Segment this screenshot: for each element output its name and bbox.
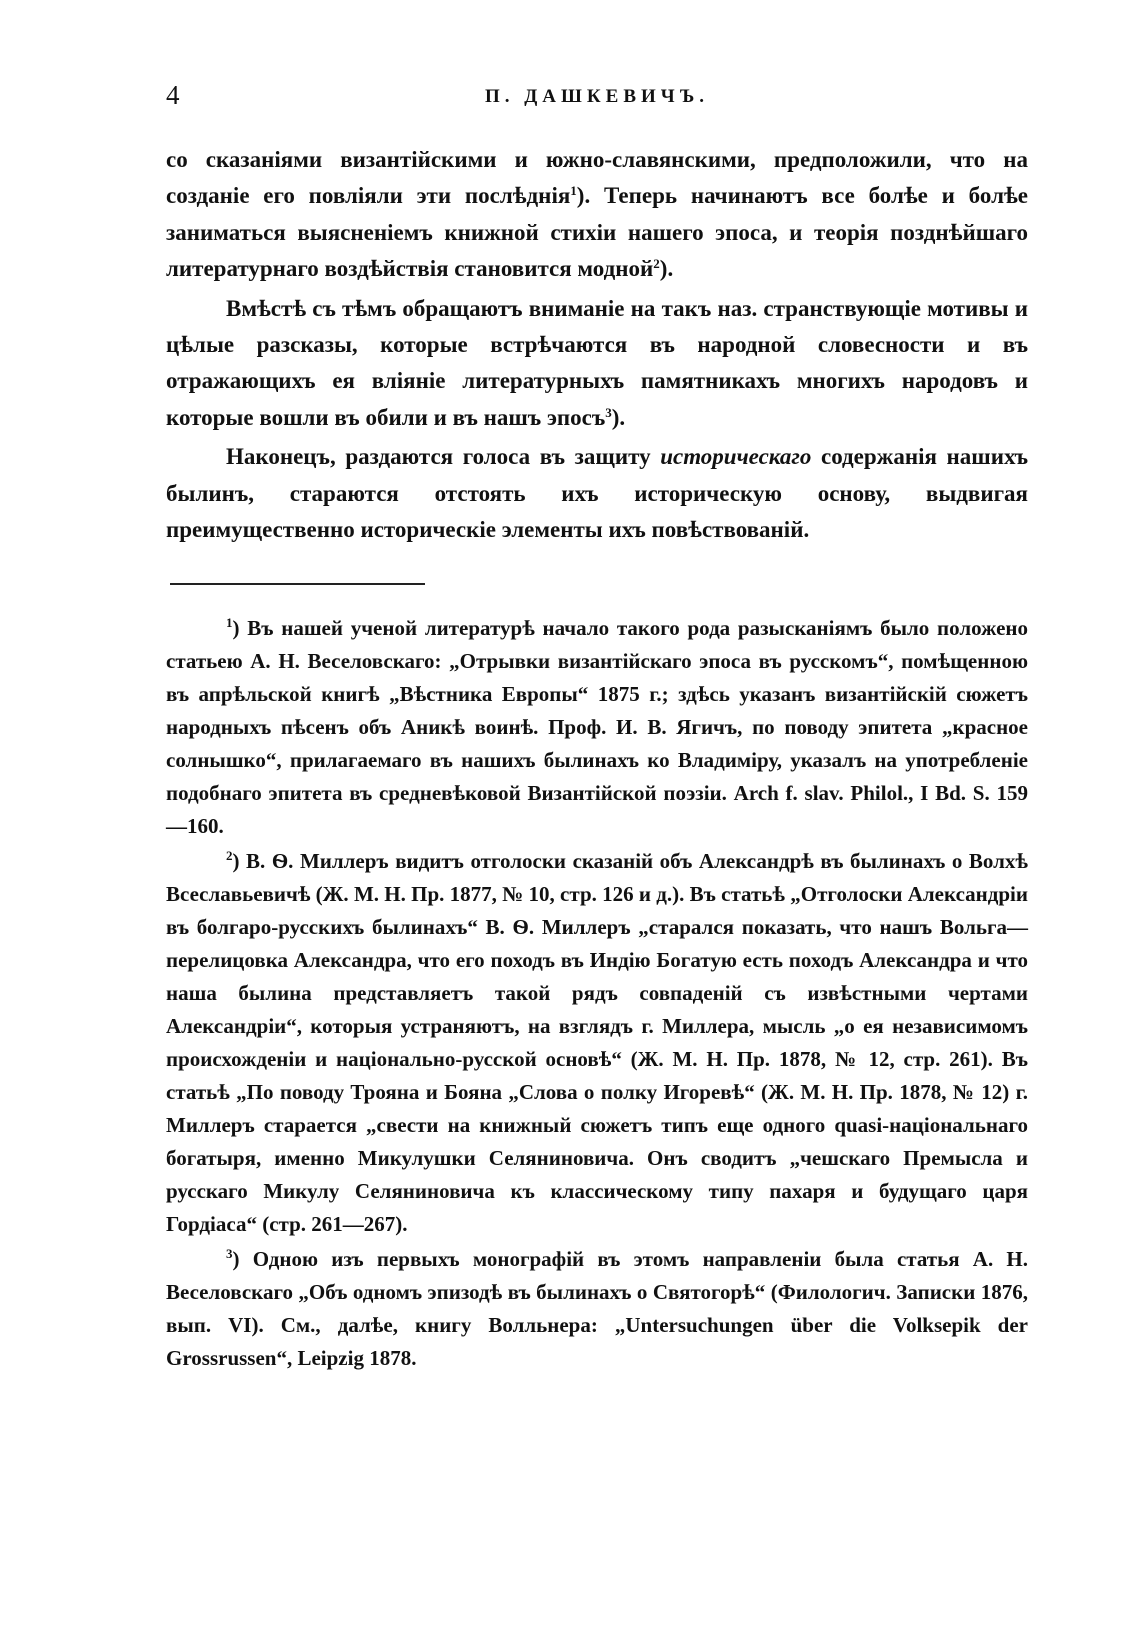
footnote-ref-1: 1 (570, 183, 577, 199)
footnote-2-text: ) В. Ѳ. Миллеръ видитъ отголоски сказаній объ Александрѣ въ былинахъ о Волхѣ Всеславьевичѣ (Ж. М. Н. Пр. 1877, № 10, стр. 126 и д.). Въ статьѣ „Отголоски Александріи въ болгаро-русскихъ былинахъ“ В. Ѳ. Миллеръ „старался показать, что нашъ Вольга—перелицовка Александра, что его походъ въ Индію Богатую есть походъ Александра и что наша былина представляетъ такой рядъ совпаденій съ извѣстными чертами Александріи“, которыя устраняютъ, на взглядъ г. Миллера, мысль „о ея независимомъ происхожденіи и національно-русской основѣ“ (Ж. М. Н. Пр. 1878, № 12, стр. 261). Въ статьѣ „По поводу Трояна и Бояна „Слова о полку Игоревѣ“ (Ж. М. Н. Пр. 1878, № 12) г. Миллеръ старается „свести на книжный сюжетъ типъ еще одного quasi-національнаго богатыря, именно Микулушки Селяниновича. Онъ сводитъ „чешскаго Премысла и русскаго Микулу Селяниновича къ классическому типу пахаря и будущаго царя Гордіаса“ (стр. 261—267). (166, 849, 1028, 1236)
running-head: П. ДАШКЕВИЧЪ. (484, 86, 710, 107)
page-number: 4 (166, 80, 180, 110)
paragraph-3-italic-word: историческаго (660, 444, 812, 470)
footnote-ref-3: 3 (605, 404, 612, 420)
paragraph-3-text-a: Наконецъ, раздаются голоса въ защиту (226, 444, 651, 470)
paragraph-2 (166, 291, 1028, 437)
main-text (166, 142, 1028, 548)
footnote-1-mark: 1 (226, 615, 233, 630)
footnote-divider (170, 583, 425, 585)
paragraph-2-text-b: ). (611, 404, 626, 430)
paragraph-1-text-a: со сказаніями византійскими и южно-славянскими, предположили, что на созданіе его повліяли эти послѣднія (166, 147, 1028, 209)
paragraph-3 (166, 439, 1028, 548)
footnote-3-mark: 3 (226, 1246, 233, 1261)
paragraph-1-text-b: ). Теперь начинаютъ все болѣе и болѣе заниматься выясненіемъ книжной стихіи нашего эпоса, и теорія позднѣйшаго литературнаго воздѣйствія становится модной (166, 183, 1028, 282)
footnote-1-text: ) Въ нашей ученой литературѣ начало такого рода разысканіямъ было положено статьею А. Н. Веселовскаго: „Отрывки византійскаго эпоса въ русскомъ“, помѣщенною въ апрѣльской книгѣ „Вѣстника Европы“ 1875 г.; здѣсь указанъ византійскій сюжетъ народныхъ пѣсенъ объ Аникѣ воинѣ. Проф. И. В. Ягичъ, по поводу эпитета „красное солнышко“, прилагаемаго въ нашихъ былинахъ ко Владиміру, указалъ на употребленіе подобнаго эпитета въ средневѣковой Византійской поэзіи. Arch f. slav. Philol., I Bd. S. 159—160. (166, 616, 1028, 838)
footnote-1 (166, 612, 1028, 843)
footnote-3 (166, 1243, 1028, 1375)
paragraph-1 (166, 142, 1028, 288)
paragraph-2-text-a: Вмѣстѣ съ тѣмъ обращаютъ вниманіе на такъ наз. странствующіе мотивы и цѣлые разсказы, которые встрѣчаются въ народной словесности и въ отражающихъ ея вліяніе литературныхъ памятникахъ многихъ народовъ и которые вошли въ обили и въ нашъ эпосъ (166, 295, 1028, 430)
paragraph-1-text-c: ). (659, 256, 674, 282)
footnotes (166, 612, 1028, 1375)
footnote-2-mark: 2 (226, 848, 233, 863)
footnote-2 (166, 845, 1028, 1241)
footnote-ref-2: 2 (653, 256, 660, 272)
page-header (166, 80, 1028, 116)
footnote-3-text: ) Одною изъ первыхъ монографій въ этомъ направленіи была статья А. Н. Веселовскаго „Объ одномъ эпизодѣ въ былинахъ о Святогорѣ“ (Филологич. Записки 1876, вып. VI). См., далѣе, книгу Волльнера: „Untersuchungen über die Volksepik der Grossrussen“, Leipzig 1878. (166, 1247, 1028, 1370)
paragraph-3-text-b: содержанія нашихъ былинъ, стараются отстоять ихъ историческую основу, выдвигая преимущественно историческіе элементы ихъ повѣствованій. (166, 444, 1029, 543)
